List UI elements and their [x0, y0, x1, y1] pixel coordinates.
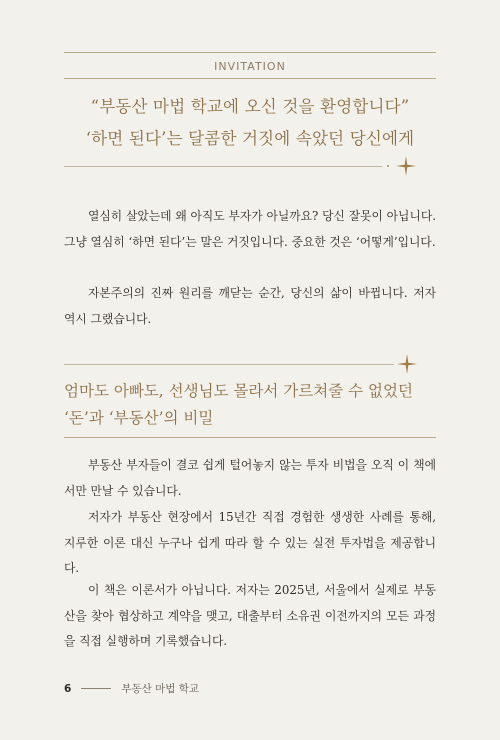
subheading-line-1: 엄마도 아빠도, 선생님도 몰라서 가르쳐줄 수 없었던 [64, 382, 413, 400]
headline-line-2: ‘하면 된다’는 달콤한 거짓에 속았던 당신에게 [85, 129, 415, 148]
four-point-star-icon [397, 354, 417, 374]
ornament-rule-2 [64, 364, 394, 365]
page-footer [64, 681, 199, 696]
header-top-rule [64, 52, 436, 53]
body-paragraph: 이 책은 이론서가 아닙니다. 저자는 2025년, 서울에서 실제로 부동산을 찾아 협상하고 계약을 맺고, 대출부터 소유권 이전까지의 모든 과정을 직접 실행하며 기록했습니다. [64, 583, 436, 648]
body-paragraph: 부동산 부자들이 결코 쉽게 털어놓지 않는 투자 비법을 오직 이 책에서만 만날 수 있습니다. [64, 458, 436, 498]
header-bottom-rule [64, 78, 436, 79]
body-paragraph: 저자가 부동산 현장에서 15년간 직접 경험한 생생한 사례를 통해, 지루한 이론 대신 누구나 쉽게 따라 할 수 있는 실전 투자법을 제공합니다. [64, 510, 436, 575]
ornament-rule-1 [64, 166, 382, 167]
subheading-rule [64, 437, 436, 438]
page-number: 6 [64, 682, 72, 695]
section-label: INVITATION [214, 60, 286, 73]
body-paragraph: 자본주의의 진짜 원리를 깨닫는 순간, 당신의 삶이 바뀝니다. 저자 역시 그랬습니다. [64, 286, 436, 326]
footer-divider [81, 688, 111, 689]
four-point-star-icon [396, 156, 416, 176]
running-title: 부동산 마법 학교 [121, 683, 199, 695]
subheading-line-2: ‘돈’과 ‘부동산’의 비밀 [64, 409, 214, 427]
ornament-dot-1 [387, 165, 389, 167]
body-paragraph: 열심히 살았는데 왜 아직도 부자가 아닐까요? 당신 잘못이 아닙니다. 그냥 열심히 ‘하면 된다’는 말은 거짓입니다. 중요한 것은 ‘어떻게’입니다. [64, 209, 436, 249]
headline-line-1: “부동산 마법 학교에 오신 것을 환영합니다” [90, 97, 410, 116]
